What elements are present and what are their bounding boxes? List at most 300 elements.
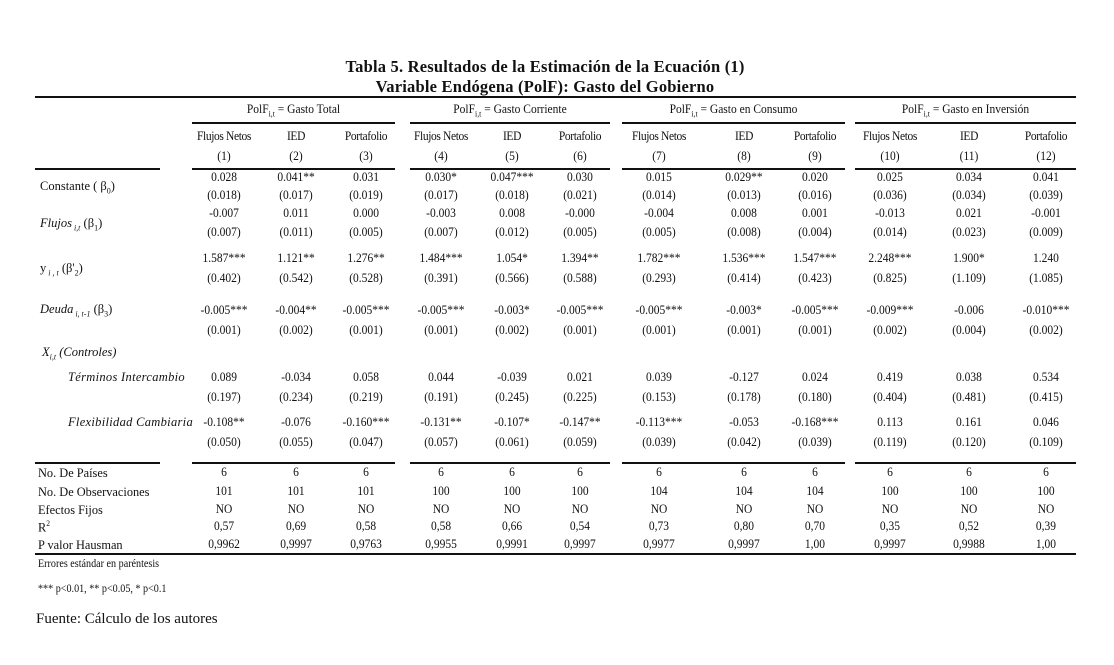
coefficient-cell: -0.005*** <box>342 303 390 317</box>
standard-error-cell: (0.001) <box>727 323 761 337</box>
stat-cell: 100 <box>432 484 450 498</box>
coefficient-cell: 0.015 <box>646 170 672 184</box>
standard-error-cell: (0.039) <box>642 435 676 449</box>
coefficient-cell: -0.113*** <box>635 415 683 429</box>
standard-error-cell: (0.001) <box>207 323 241 337</box>
group-rule-group-1 <box>192 122 395 124</box>
row-label-subscript: i, t-1 <box>73 309 91 319</box>
row-label-terminos-intercambio: Términos Intercambio <box>68 370 185 384</box>
stat-cell: 0,54 <box>569 519 591 533</box>
standard-error-cell: (0.391) <box>424 271 458 285</box>
standard-error-cell: (0.178) <box>727 390 761 404</box>
table-title: Tabla 5. Resultados de la Estimación de la Ecuación (1) <box>345 57 745 76</box>
coefficient-cell: 0.058 <box>353 370 379 384</box>
coefficient-cell: -0.131** <box>420 415 462 429</box>
standard-error-cell: (0.414) <box>727 271 761 285</box>
standard-error-cell: (0.007) <box>424 225 458 239</box>
coefficient-cell: -0.034 <box>281 370 311 384</box>
coefficient-cell: 1.547*** <box>793 251 837 265</box>
coefficient-cell: 0.025 <box>877 170 903 184</box>
coefficient-cell: -0.108** <box>203 415 245 429</box>
group-header <box>418 102 602 119</box>
coefficient-cell: 1.900* <box>953 251 985 265</box>
standard-error-cell: (0.004) <box>798 225 832 239</box>
row-label-greek-subscript: 2 <box>74 268 79 278</box>
stat-cell: 100 <box>960 484 978 498</box>
row-label-controles <box>42 345 116 362</box>
standard-error-cell: (0.234) <box>279 390 313 404</box>
coefficient-cell: -0.006 <box>954 303 984 317</box>
group-header <box>864 102 1067 119</box>
stat-cell: 6 <box>1043 465 1049 479</box>
row-label-subscript: i,t <box>49 352 57 362</box>
stat-cell: 0,69 <box>285 519 307 533</box>
standard-error-cell: (0.119) <box>873 435 907 449</box>
stat-cell: 0,9997 <box>280 537 312 551</box>
stat-cell: NO <box>806 502 824 516</box>
group-rule-group-2 <box>410 122 610 124</box>
stat-cell: NO <box>881 502 899 516</box>
standard-error-cell: (0.001) <box>798 323 832 337</box>
stat-cell: NO <box>432 502 450 516</box>
coefficient-cell: 0.008 <box>731 206 757 220</box>
stat-cell: 6 <box>741 465 747 479</box>
coefficient-cell: -0.001 <box>1031 206 1061 220</box>
stat-label-text: Efectos Fijos <box>38 502 103 517</box>
stat-label-superscript: 2 <box>46 519 51 528</box>
stat-cell: 104 <box>650 484 668 498</box>
column-number: (12) <box>1036 149 1056 163</box>
column-name: Flujos Netos <box>413 129 469 143</box>
standard-error-cell: (0.404) <box>873 390 907 404</box>
coefficient-cell: 0.038 <box>956 370 982 384</box>
standard-error-cell: (0.013) <box>727 188 761 202</box>
standard-error-cell: (0.180) <box>798 390 832 404</box>
stat-cell: 1,00 <box>804 537 826 551</box>
coefficient-cell: 2.248*** <box>868 251 912 265</box>
standard-error-cell: (0.153) <box>642 390 676 404</box>
stat-label-efectos-fijos <box>38 502 103 518</box>
stat-label-paises <box>38 465 108 481</box>
coefficient-cell: 0.001 <box>802 206 828 220</box>
column-name: Flujos Netos <box>631 129 687 143</box>
row-label-flujos <box>40 216 102 233</box>
row-label-controles-text: (Controles) <box>56 345 117 359</box>
standard-error-cell: (0.528) <box>349 271 383 285</box>
row-label-constante <box>40 179 115 196</box>
standard-error-cell: (0.415) <box>1029 390 1063 404</box>
column-number: (5) <box>505 149 519 163</box>
row-label-greek: (β' <box>58 261 75 275</box>
stat-cell: 100 <box>571 484 589 498</box>
stat-cell: 101 <box>287 484 305 498</box>
row-label-text: Flujos <box>40 216 72 230</box>
coefficient-cell: -0.007 <box>209 206 239 220</box>
standard-error-cell: (0.021) <box>563 188 597 202</box>
stat-cell: 0,73 <box>648 519 670 533</box>
standard-error-cell: (0.481) <box>952 390 986 404</box>
standard-error-cell: (0.245) <box>495 390 529 404</box>
coefficient-cell: -0.005*** <box>791 303 839 317</box>
column-number: (10) <box>880 149 900 163</box>
coefficient-cell: 0.021 <box>956 206 982 220</box>
stat-cell: 6 <box>656 465 662 479</box>
stats-rule-stub <box>35 462 160 464</box>
standard-error-cell: (0.042) <box>727 435 761 449</box>
standard-error-cell: (0.039) <box>798 435 832 449</box>
stat-cell: 0,9997 <box>564 537 596 551</box>
stat-cell: 6 <box>577 465 583 479</box>
standard-error-cell: (0.023) <box>952 225 986 239</box>
row-label-close: ) <box>98 216 103 230</box>
standard-error-cell: (0.017) <box>424 188 458 202</box>
coefficient-cell: 1.054* <box>496 251 528 265</box>
coefficient-cell: -0.005*** <box>635 303 683 317</box>
coefficient-cell: -0.053 <box>729 415 759 429</box>
standard-error-cell: (0.014) <box>873 225 907 239</box>
group-header-subscript: i,t <box>691 108 698 119</box>
note-standard-errors: Errores estándar en paréntesis <box>38 558 160 570</box>
column-name: Portafolio <box>344 129 388 143</box>
group-header-prefix: PolF <box>246 102 269 116</box>
stat-label-observaciones <box>38 484 149 500</box>
stat-cell: 100 <box>1037 484 1055 498</box>
stat-cell: 1,00 <box>1035 537 1057 551</box>
row-label-text: X <box>42 345 50 359</box>
standard-error-cell: (0.120) <box>952 435 986 449</box>
stat-cell: 0,52 <box>958 519 980 533</box>
column-name: Flujos Netos <box>862 129 918 143</box>
coefficient-cell: 0.039 <box>646 370 672 384</box>
coefficient-cell: 0.046 <box>1033 415 1059 429</box>
coefficient-cell: 0.419 <box>877 370 903 384</box>
stat-cell: NO <box>571 502 589 516</box>
stat-cell: 6 <box>293 465 299 479</box>
coefficient-cell: -0.004 <box>644 206 674 220</box>
row-label-greek-subscript: 1 <box>94 223 99 233</box>
group-header-prefix: PolF <box>901 102 924 116</box>
stat-cell: NO <box>287 502 305 516</box>
stat-cell: 6 <box>966 465 972 479</box>
standard-error-cell: (0.005) <box>563 225 597 239</box>
coefficient-cell: 0.041 <box>1033 170 1059 184</box>
row-label-greek: β <box>100 179 107 193</box>
column-number: (9) <box>808 149 822 163</box>
stat-cell: 0,80 <box>733 519 755 533</box>
coefficient-cell: -0.005*** <box>556 303 604 317</box>
group-header-subscript: i,t <box>268 108 275 119</box>
stat-cell: NO <box>1037 502 1055 516</box>
column-name: IED <box>959 129 979 143</box>
stat-label-text: R <box>38 519 47 535</box>
stat-cell: 0,58 <box>430 519 452 533</box>
top-rule <box>35 96 1076 98</box>
stat-label-text: No. De Países <box>38 465 108 480</box>
stat-cell: 0,9977 <box>643 537 675 551</box>
table-subtitle: Variable Endógena (PolF): Gasto del Gobierno <box>375 77 715 96</box>
coefficient-cell: 0.031 <box>353 170 379 184</box>
stat-label-text: P valor Hausman <box>38 537 123 552</box>
standard-error-cell: (0.002) <box>1029 323 1063 337</box>
standard-error-cell: (0.293) <box>642 271 676 285</box>
stat-cell: 0,58 <box>355 519 377 533</box>
standard-error-cell: (0.018) <box>495 188 529 202</box>
stat-label-text: No. De Observaciones <box>38 484 150 499</box>
stat-cell: 0,70 <box>804 519 826 533</box>
stat-cell: 101 <box>215 484 233 498</box>
standard-error-cell: (0.825) <box>873 271 907 285</box>
coefficient-cell: -0.160*** <box>342 415 390 429</box>
coefficient-cell: 1.536*** <box>722 251 766 265</box>
standard-error-cell: (0.061) <box>495 435 529 449</box>
standard-error-cell: (0.191) <box>424 390 458 404</box>
standard-error-cell: (0.016) <box>798 188 832 202</box>
stat-cell: 6 <box>363 465 369 479</box>
standard-error-cell: (0.011) <box>279 225 313 239</box>
coefficient-cell: -0.005*** <box>417 303 465 317</box>
standard-error-cell: (0.009) <box>1029 225 1063 239</box>
coefficient-cell: 1.587*** <box>202 251 246 265</box>
stats-rule-group-1 <box>192 462 395 464</box>
coefficient-cell: 0.028 <box>211 170 237 184</box>
standard-error-cell: (0.012) <box>495 225 529 239</box>
coefficient-cell: -0.147** <box>559 415 601 429</box>
coefficient-cell: 0.089 <box>211 370 237 384</box>
coefficient-cell: 0.021 <box>567 370 593 384</box>
column-number: (4) <box>434 149 448 163</box>
stat-cell: 101 <box>357 484 375 498</box>
standard-error-cell: (0.039) <box>1029 188 1063 202</box>
coefficient-cell: 0.030 <box>567 170 593 184</box>
stat-cell: 100 <box>503 484 521 498</box>
group-header <box>200 102 387 119</box>
column-name: Portafolio <box>558 129 602 143</box>
stat-cell: 0,9763 <box>350 537 382 551</box>
column-name: IED <box>502 129 522 143</box>
header-rule-stub <box>35 168 160 170</box>
stats-rule-group-2 <box>410 462 610 464</box>
stat-cell: 6 <box>887 465 893 479</box>
standard-error-cell: (0.017) <box>279 188 313 202</box>
coefficient-cell: 1.240 <box>1033 251 1059 265</box>
standard-error-cell: (0.019) <box>349 188 383 202</box>
coefficient-cell: -0.107* <box>494 415 530 429</box>
coefficient-cell: -0.003* <box>726 303 762 317</box>
group-header-prefix: PolF <box>669 102 692 116</box>
standard-error-cell: (0.014) <box>642 188 676 202</box>
stat-cell: 6 <box>438 465 444 479</box>
row-label-flexibilidad-cambiaria: Flexibilidad Cambiaria <box>68 415 193 429</box>
group-header-label: = Gasto Total <box>274 102 341 116</box>
row-label-greek: (β <box>90 302 105 316</box>
coefficient-cell: -0.039 <box>497 370 527 384</box>
stat-cell: NO <box>650 502 668 516</box>
standard-error-cell: (0.036) <box>873 188 907 202</box>
column-number: (3) <box>359 149 373 163</box>
standard-error-cell: (0.002) <box>279 323 313 337</box>
coefficient-cell: 0.030* <box>425 170 457 184</box>
standard-error-cell: (0.588) <box>563 271 597 285</box>
coefficient-cell: 1.121** <box>277 251 315 265</box>
stat-cell: 0,9997 <box>728 537 760 551</box>
group-header <box>631 102 836 119</box>
coefficient-cell: 0.029** <box>725 170 763 184</box>
group-rule-group-3 <box>622 122 845 124</box>
coefficient-cell: 0.008 <box>499 206 525 220</box>
standard-error-cell: (0.005) <box>642 225 676 239</box>
stat-cell: NO <box>503 502 521 516</box>
group-header-label: = Gasto Corriente <box>481 102 567 116</box>
stat-cell: NO <box>735 502 753 516</box>
coefficient-cell: -0.004** <box>275 303 317 317</box>
column-number: (7) <box>652 149 666 163</box>
coefficient-cell: -0.076 <box>281 415 311 429</box>
stat-cell: 0,66 <box>501 519 523 533</box>
standard-error-cell: (0.402) <box>207 271 241 285</box>
column-name: IED <box>286 129 306 143</box>
column-number: (8) <box>737 149 751 163</box>
stat-cell: 0,9955 <box>425 537 457 551</box>
standard-error-cell: (0.005) <box>349 225 383 239</box>
column-name: Portafolio <box>1024 129 1068 143</box>
standard-error-cell: (0.566) <box>495 271 529 285</box>
stat-cell: 0,35 <box>879 519 901 533</box>
standard-error-cell: (0.050) <box>207 435 241 449</box>
coefficient-cell: 0.041** <box>277 170 315 184</box>
row-label-close: ) <box>110 179 115 193</box>
coefficient-cell: -0.013 <box>875 206 905 220</box>
standard-error-cell: (0.059) <box>563 435 597 449</box>
row-label-subscript: i , t <box>46 268 59 278</box>
standard-error-cell: (0.001) <box>642 323 676 337</box>
source-note: Fuente: Cálculo de los autores <box>36 611 218 627</box>
standard-error-cell: (0.225) <box>563 390 597 404</box>
coefficient-cell: 0.044 <box>428 370 454 384</box>
group-header-subscript: i,t <box>475 108 482 119</box>
standard-error-cell: (1.085) <box>1029 271 1063 285</box>
group-header-label: = Gasto en Consumo <box>697 102 798 116</box>
coefficient-cell: 1.484*** <box>419 251 463 265</box>
stat-cell: NO <box>960 502 978 516</box>
group-rule-group-4 <box>855 122 1076 124</box>
coefficient-cell: 0.011 <box>283 206 309 220</box>
coefficient-cell: 0.161 <box>956 415 982 429</box>
coefficient-cell: -0.010*** <box>1022 303 1070 317</box>
column-number: (1) <box>217 149 231 163</box>
standard-error-cell: (1.109) <box>952 271 986 285</box>
standard-error-cell: (0.197) <box>207 390 241 404</box>
note-significance: *** p<0.01, ** p<0.05, * p<0.1 <box>38 583 167 595</box>
stat-cell: 0,57 <box>213 519 235 533</box>
standard-error-cell: (0.047) <box>349 435 383 449</box>
stat-cell: 6 <box>509 465 515 479</box>
coefficient-cell: -0.003 <box>426 206 456 220</box>
standard-error-cell: (0.018) <box>207 188 241 202</box>
stat-cell: 0,9988 <box>953 537 985 551</box>
stat-cell: 104 <box>735 484 753 498</box>
row-label-greek-subscript: 3 <box>104 309 109 319</box>
coefficient-cell: 0.113 <box>877 415 903 429</box>
coefficient-cell: 1.782*** <box>637 251 681 265</box>
stat-cell: 6 <box>221 465 227 479</box>
column-name: IED <box>734 129 754 143</box>
stat-cell: 6 <box>812 465 818 479</box>
row-label-greek-subscript: 0 <box>106 186 111 196</box>
row-label-greek: (β <box>80 216 95 230</box>
stat-label-r2 <box>38 519 50 535</box>
coefficient-cell: -0.127 <box>729 370 759 384</box>
row-label-close: ) <box>78 261 83 275</box>
column-name: Flujos Netos <box>196 129 252 143</box>
standard-error-cell: (0.001) <box>563 323 597 337</box>
coefficient-cell: 0.020 <box>802 170 828 184</box>
stat-cell: 0,9991 <box>496 537 528 551</box>
column-name: Portafolio <box>793 129 837 143</box>
coefficient-cell: -0.009*** <box>866 303 914 317</box>
row-label-subscript: i,t <box>71 223 81 233</box>
coefficient-cell: 1.276** <box>347 251 385 265</box>
column-number: (2) <box>289 149 303 163</box>
group-header-subscript: i,t <box>923 108 930 119</box>
row-label-close: ) <box>108 302 113 316</box>
standard-error-cell: (0.055) <box>279 435 313 449</box>
standard-error-cell: (0.004) <box>952 323 986 337</box>
stat-cell: 0,9962 <box>208 537 240 551</box>
standard-error-cell: (0.002) <box>873 323 907 337</box>
column-number: (11) <box>959 149 979 163</box>
row-label-deuda <box>40 302 112 319</box>
stat-cell: 100 <box>881 484 899 498</box>
row-label-y <box>40 261 83 278</box>
standard-error-cell: (0.057) <box>424 435 458 449</box>
bottom-rule <box>35 553 1076 555</box>
stats-rule-group-4 <box>855 462 1076 464</box>
coefficient-cell: -0.000 <box>565 206 595 220</box>
stat-cell: NO <box>357 502 375 516</box>
coefficient-cell: 1.394** <box>561 251 599 265</box>
standard-error-cell: (0.034) <box>952 188 986 202</box>
stat-cell: NO <box>215 502 233 516</box>
row-label-text: Constante ( <box>40 179 101 193</box>
coefficient-cell: 0.034 <box>956 170 982 184</box>
coefficient-cell: -0.003* <box>494 303 530 317</box>
stats-rule-group-3 <box>622 462 845 464</box>
row-label-text: y <box>40 261 47 275</box>
column-number: (6) <box>573 149 587 163</box>
coefficient-cell: 0.047*** <box>490 170 534 184</box>
standard-error-cell: (0.109) <box>1029 435 1063 449</box>
standard-error-cell: (0.219) <box>349 390 383 404</box>
group-header-prefix: PolF <box>453 102 476 116</box>
standard-error-cell: (0.423) <box>798 271 832 285</box>
coefficient-cell: 0.024 <box>802 370 828 384</box>
standard-error-cell: (0.001) <box>424 323 458 337</box>
stat-cell: 104 <box>806 484 824 498</box>
standard-error-cell: (0.007) <box>207 225 241 239</box>
stat-cell: 0,39 <box>1035 519 1057 533</box>
coefficient-cell: -0.168*** <box>791 415 839 429</box>
coefficient-cell: 0.000 <box>353 206 379 220</box>
standard-error-cell: (0.001) <box>349 323 383 337</box>
stat-cell: 0,9997 <box>874 537 906 551</box>
coefficient-cell: 0.534 <box>1033 370 1059 384</box>
stat-label-hausman <box>38 537 123 553</box>
group-header-label: = Gasto en Inversión <box>929 102 1030 116</box>
standard-error-cell: (0.008) <box>727 225 761 239</box>
standard-error-cell: (0.542) <box>279 271 313 285</box>
row-label-text: Deuda <box>40 302 74 316</box>
standard-error-cell: (0.002) <box>495 323 529 337</box>
